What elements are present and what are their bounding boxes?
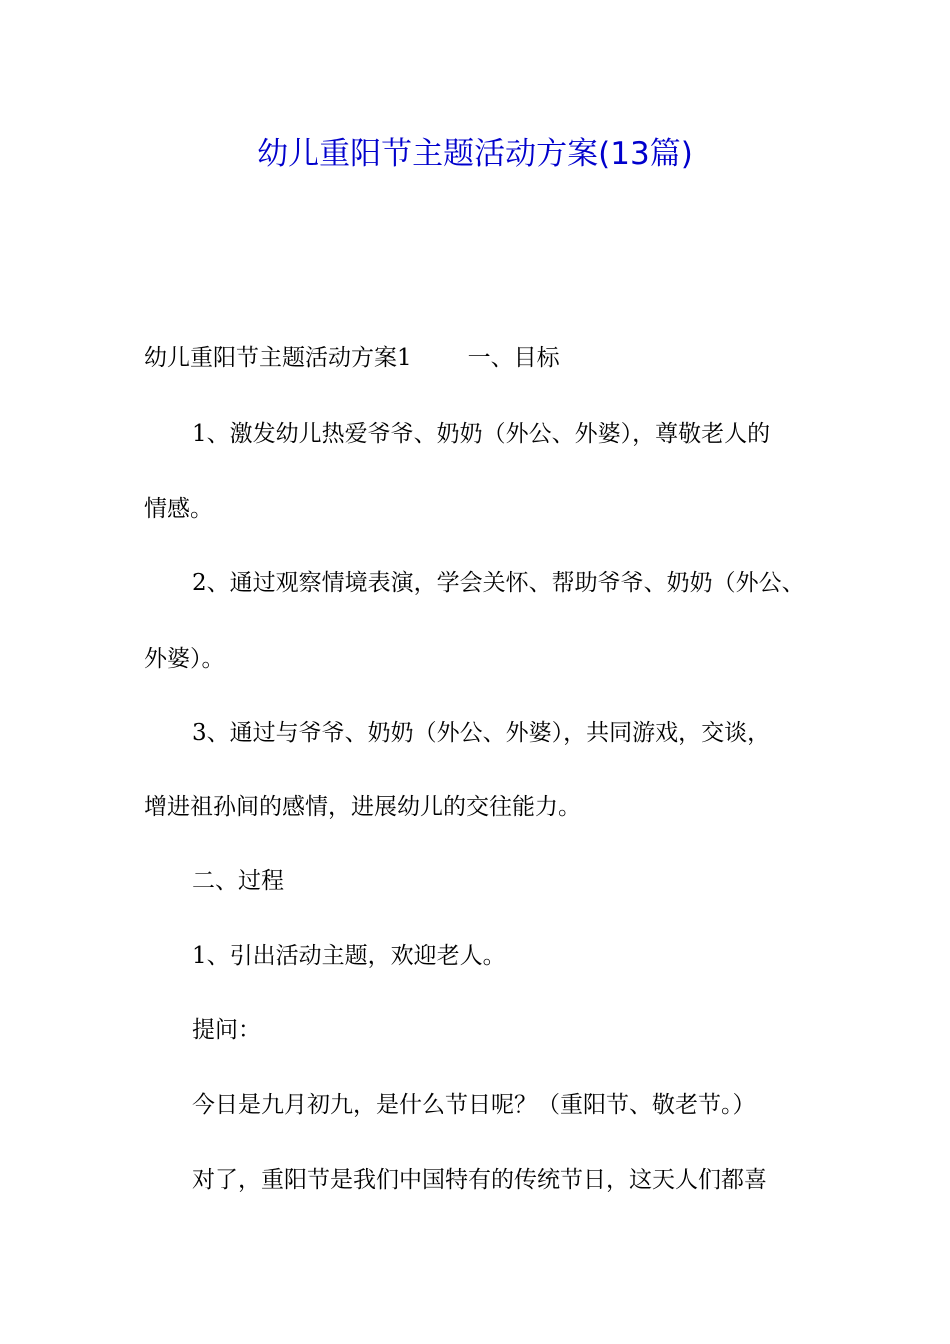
goal-heading: 一、目标 bbox=[467, 345, 560, 371]
paragraph-line: 1、引出活动主题，欢迎老人。 bbox=[192, 943, 506, 969]
paragraph-line: 对了，重阳节是我们中国特有的传统节日，这天人们都喜 bbox=[192, 1167, 767, 1193]
paragraph-line: 今日是九月初九，是什么节日呢？（重阳节、敬老节。） bbox=[192, 1092, 756, 1118]
paragraph-line: 提问： bbox=[192, 1017, 261, 1043]
paragraph-line: 增进祖孙间的感情，进展幼儿的交往能力。 bbox=[144, 794, 581, 820]
section-heading-line bbox=[144, 342, 560, 374]
paragraph-line: 3、通过与爷爷、奶奶（外公、外婆），共同游戏，交谈， bbox=[192, 720, 771, 746]
document-title: 幼儿重阳节主题活动方案(13篇) bbox=[257, 136, 693, 172]
paragraph-line: 情感。 bbox=[144, 496, 213, 522]
paragraph-line: 1、激发幼儿热爱爷爷、奶奶（外公、外婆），尊敬老人的 bbox=[192, 421, 771, 447]
section-heading: 二、过程 bbox=[192, 868, 284, 894]
paragraph-line: 外婆）。 bbox=[144, 646, 225, 672]
paragraph-line: 2、通过观察情境表演，学会关怀、帮助爷爷、奶奶（外公、 bbox=[192, 570, 805, 596]
plan-heading: 幼儿重阳节主题活动方案1 bbox=[144, 345, 412, 371]
